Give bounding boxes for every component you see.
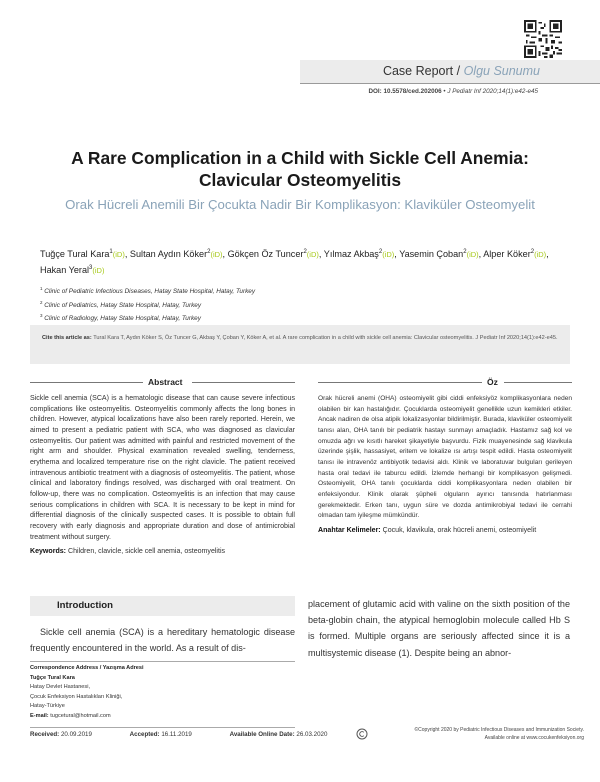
correspondence [30, 664, 295, 722]
footer-divider [30, 727, 295, 728]
orcid-icon[interactable]: (iD) [306, 250, 319, 260]
abstract-text: Sickle cell anemia (SCA) is a hematologic disease that can cause severe infectious complications like osteomyelitis. Osteomyelitis commonly affects the long bones in children. However, atypical localizations have also been rarely reported. Herein, we aimed to present a pediatric patient with SCA, who was diagnosed as clavicular osteomyelitis. Our patient was admitted with painful and restricted movement of the right arm and shoulder. Physical examination revealed swelling, tenderness, erythema and localized temperature rise on the right clavicle. The patient received intravenous antibiotic treatment with a diagnosis of osteomyelitis. The patient, whose clinical and laboratory findings resolved, was discharged with oral treatment. On follow-up, there was no complication. Osteomyelitis is an infection that may cause serious complications in children with SCA. It is necessary to be kept in mind for differential diagnosis of the clinically suspected cases. It is possible to obtain full recovery with early diagnosis and appropriate duration and dose of antimicrobial treatment without surgery. [30, 395, 295, 541]
received-label: Received: [30, 731, 60, 738]
orcid-icon[interactable]: (iD) [534, 250, 547, 260]
affiliations [40, 284, 540, 325]
correspondence-name: Tuğçe Tural Kara [30, 674, 75, 681]
article-type-en: Case Report [382, 64, 454, 78]
doi: DOI: 10.5578/ced.202006 [368, 88, 442, 95]
author: Hakan Yeral$^3$(iD) [40, 264, 105, 275]
copyright [372, 727, 584, 742]
journal-ref: J Pediatr Inf 2020;14(1):e42-e45 [447, 88, 538, 95]
accepted-label: Accepted: [129, 731, 160, 738]
cite-box [30, 325, 570, 364]
anahtar-kelimeler-label: Anahtar Kelimeler: [318, 526, 381, 534]
received-date: 20.09.2019 [60, 731, 92, 738]
correspondence-address-line: Hatay-Türkiye [30, 703, 65, 710]
correspondence-divider [30, 661, 295, 662]
ozet-text: Orak hücreli anemi (OHA) osteomiyelit gibi ciddi enfeksiyöz komplikasyonlara neden olabilen bir kan hastalığıdır. Çocuklarda osteomiyelit genellikle uzun kemikleri etkiler. Ancak nadiren de olsa atipik lokalizasyonlar bildirilmiştir. Burada, klaviküler osteomiyelit tanısı alan, OHA tanılı bir pediatrik hastayı sunmayı amaçladık. Hastamız sağ kol ve omuzda ağrı ve kısıtlı hareket şikayetiyle başvurdu. Fizik muayenesinde sağ klavikula üzerinde şişlik, hassasiyet, eritem ve lokalize ısı artışı tespit edildi. Hasta osteomiyelit tanısı ile intravenöz antibiyotik tedavisi aldı. Klinik ve laboratuvar bulguları gerileyen hasta oral tedavi ile taburcu edildi. İzlemde herhangi bir komplikasyon gelişmedi. Osteomiyelit, OHA tanılı çocuklarda ciddi komplikasyonlara neden olabilen bir enfeksiyondur. Klinik olarak şüpheli olguların ayırıcı tanısında hatırlanması gerekmektedir. Erken tanı, uygun süre ve dozda antimikrobiyal tedavi ile cerrahi olmadan tam iyileşme mümkündür. [318, 395, 572, 520]
author-list: Tuğçe Tural Kara$^1$(iD), Sultan Aydın Köker$^2$(iD), Gökçen Öz Tuncer$^2$(iD), Yılmaz Akbaş$^2$(iD), Yasemin Çoban$^2$(iD), Alper Köker$^2$(iD), Hakan Yeral$^3$(iD) [40, 249, 549, 275]
copyright-line: ©Copyright 2020 by Pediatric Infectious Diseases and Immunization Society. [414, 727, 584, 733]
cite-text: Tural Kara T, Aydın Köker S, Öz Tuncer G, Akbaş Y, Çoban Y, Köker A, et al. A rare complication in a child with sickle cell anemia: Clavicular osteomyelitis. J Pediatr Inf 2020;14(1):e42-e45. [93, 335, 558, 341]
correspondence-address-line: Hatay Devlet Hastanesi, [30, 684, 91, 691]
keywords [30, 547, 295, 558]
anahtar-kelimeler-text: Çocuk, klavikula, orak hücreli anemi, osteomiyelit [382, 526, 537, 534]
article-type: Case Report / Olgu Sunumu [382, 64, 540, 78]
orcid-icon[interactable]: (iD) [210, 250, 223, 260]
keywords-text: Children, clavicle, sickle cell anemia, osteomyelitis [68, 548, 226, 556]
article-title: A Rare Complication in a Child with Sickle Cell Anemia: Clavicular Osteomyelitis [71, 148, 529, 190]
online-label: Available Online Date: [229, 731, 295, 738]
ozet-heading: Öz [487, 377, 498, 387]
affiliation: $^3$ Clinic of Radiology, Hatay State Hospital, Hatay, Turkey [40, 313, 201, 323]
keywords-label: Keywords: [30, 548, 67, 556]
correspondence-label: Correspondence Address / Yazışma Adresi [30, 665, 144, 671]
orcid-icon[interactable]: (iD) [92, 265, 105, 275]
orcid-icon[interactable]: (iD) [382, 250, 395, 260]
qr-code-icon [524, 20, 562, 58]
author: Tuğçe Tural Kara$^1$(iD) [40, 249, 125, 260]
intro-heading: Introduction [57, 600, 113, 611]
intro-text-right: placement of glutamic acid with valine on the sixth position of the beta-globin chain, the atypical hemoglobin molecule called Hb S is formed. Multiple organs are seriously affected since it is a multisystemic disease (1). Despite being an abnor- [308, 599, 570, 658]
ozet-rule-right [504, 382, 572, 383]
intro-text-left: Sickle cell anemia (SCA) is a hereditary hematologic disease frequently encountered in the world. As a result of dis- [30, 627, 295, 654]
abstract-body [30, 394, 295, 558]
ozet-body [318, 394, 572, 536]
abstract-rule-right [192, 382, 295, 383]
copyright-icon [356, 728, 368, 740]
article-subtitle: Orak Hücreli Anemili Bir Çocukta Nadir Bir Komplikasyon: Klaviküler Osteomyelit [65, 197, 535, 212]
author: Alper Köker$^2$(iD) [483, 249, 547, 260]
author: Sultan Aydın Köker$^2$(iD) [129, 249, 223, 260]
author: Yasemin Çoban$^2$(iD) [399, 249, 479, 260]
doi-line: DOI: 10.5578/ced.202006 • J Pediatr Inf 2020;14(1):e42-e45 [368, 88, 538, 95]
online-date: 26.03.2020 [296, 731, 328, 738]
email-label: E-mail: [30, 712, 49, 719]
orcid-icon[interactable]: (iD) [112, 250, 125, 260]
dates-line [30, 731, 363, 738]
anahtar-kelimeler [318, 526, 572, 537]
affiliation: $^2$ Clinic of Pediatrics, Hatay State Hospital, Hatay, Turkey [40, 299, 202, 309]
author: Gökçen Öz Tuncer$^2$(iD) [227, 249, 319, 260]
accepted-date: 16.11.2019 [161, 731, 192, 738]
header-divider [300, 83, 600, 84]
article-type-tr: Olgu Sunumu [463, 64, 540, 78]
cite-label: Cite this article as: [42, 335, 92, 341]
correspondence-address-line: Çocuk Enfeksiyon Hastalıkları Kliniği, [30, 693, 123, 700]
author: Yılmaz Akbaş$^2$(iD) [323, 249, 395, 260]
journal-url[interactable]: Available online at www.cocukenfeksiyon.org [484, 734, 584, 741]
email-link[interactable]: tugcetural@hotmail.com [50, 712, 111, 719]
abstract-rule-left [30, 382, 143, 383]
ozet-rule-left [318, 382, 482, 383]
orcid-icon[interactable]: (iD) [466, 250, 479, 260]
affiliation: $^1$ Clinic of Pediatric Infectious Diseases, Hatay State Hospital, Hatay, Turkey [40, 286, 256, 296]
abstract-heading: Abstract [148, 377, 183, 387]
